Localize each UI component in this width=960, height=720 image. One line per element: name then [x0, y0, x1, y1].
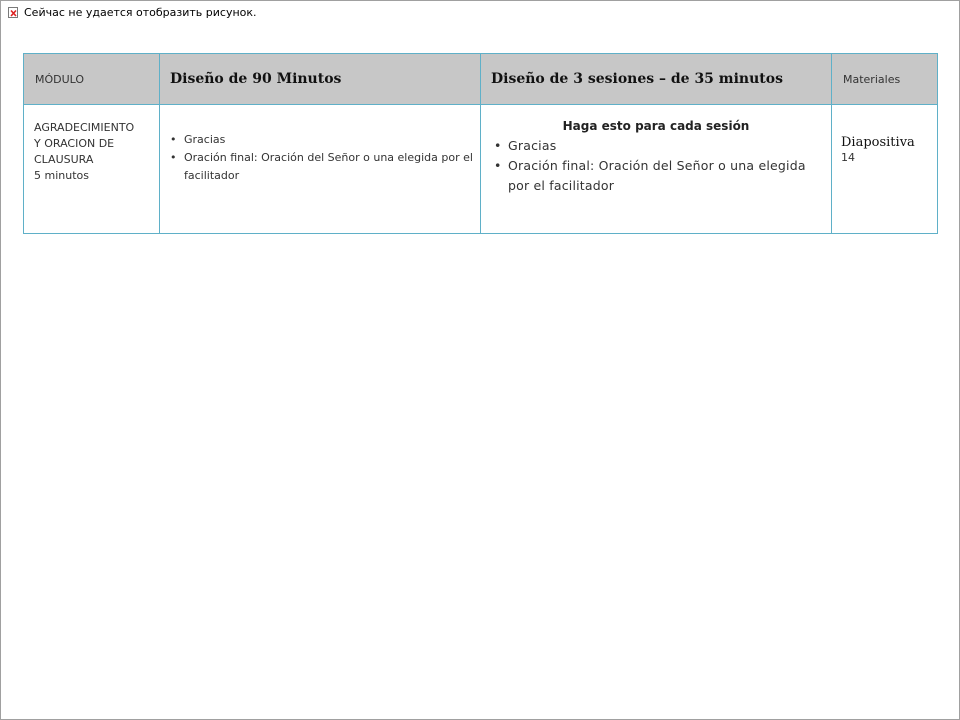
header-materials: Materiales	[832, 54, 938, 105]
list-item: • Gracias	[508, 136, 823, 156]
bullet-icon: •	[494, 158, 502, 173]
materials-slide: Diapositiva	[841, 135, 915, 150]
module-line: CLAUSURA	[34, 153, 94, 166]
bullet-icon: •	[170, 151, 177, 164]
list-item: • Oración final: Oración del Señor o una elegida por el facilitador	[170, 151, 473, 182]
table-header-row	[24, 54, 938, 105]
module-line: AGRADECIMIENTO	[34, 121, 135, 134]
broken-image-icon	[8, 7, 18, 18]
list-item: • Gracias	[184, 131, 474, 149]
design-3-sessions-cell	[481, 105, 832, 234]
header-module: MÓDULO	[24, 54, 160, 105]
design-3-list	[481, 134, 831, 196]
bullet-icon: •	[170, 133, 177, 146]
table-row	[24, 105, 938, 234]
broken-image-text: Сейчас не удается отобразить рисунок.	[24, 6, 257, 19]
module-duration: 5 minutos	[34, 169, 89, 182]
module-cell	[24, 105, 160, 234]
list-item: • Oración final: Oración del Señor o una elegida por el facilitador	[494, 158, 806, 193]
module-line: Y ORACION DE	[34, 137, 115, 150]
bullet-icon: •	[494, 138, 502, 153]
session-instruction: Haga esto para cada sesión	[562, 119, 750, 133]
header-design-90: Diseño de 90 Minutos	[160, 54, 481, 105]
header-design-3-sessions: Diseño de 3 sesiones – de 35 minutos	[481, 54, 832, 105]
design-90-cell	[160, 105, 481, 234]
materials-cell	[832, 105, 938, 234]
design-90-list	[160, 105, 480, 185]
broken-image-placeholder	[8, 6, 257, 19]
materials-slide-number: 14	[841, 151, 855, 164]
lesson-table	[23, 53, 938, 234]
